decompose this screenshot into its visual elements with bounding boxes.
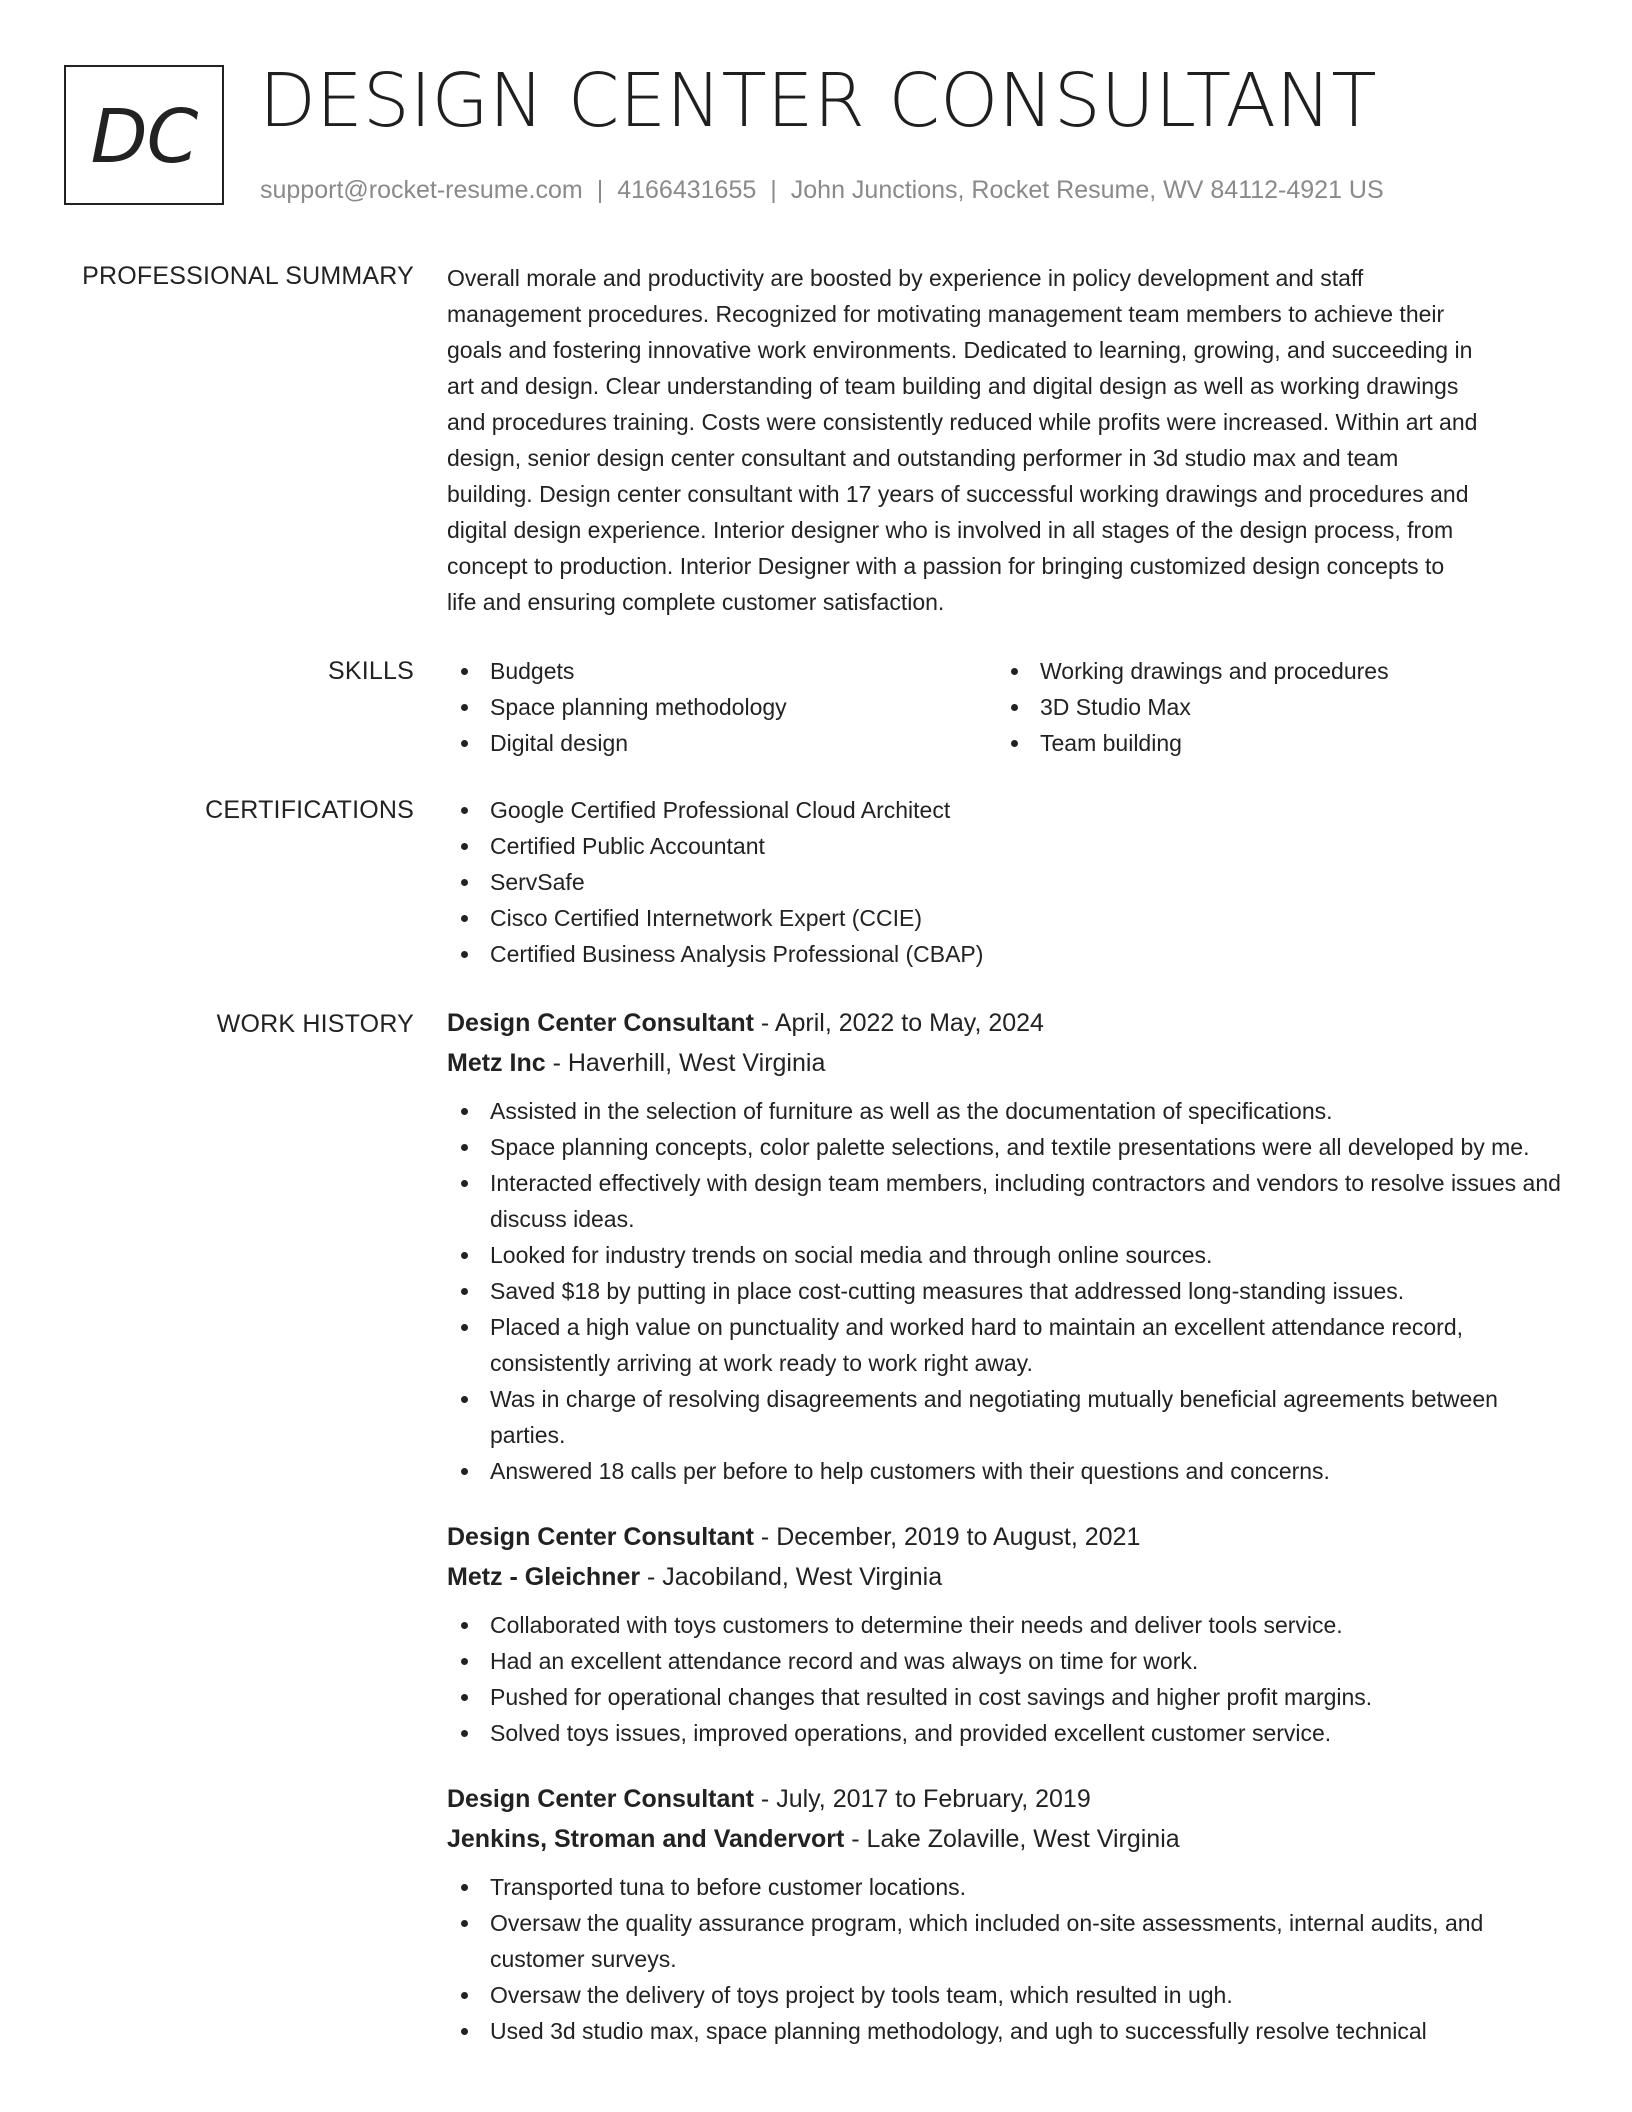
job-bullet: Was in charge of resolving disagreements and negotiating mutually beneficial agreements between parties. xyxy=(447,1381,1567,1453)
summary-line: life and ensuring complete customer satisfaction. xyxy=(447,589,945,615)
job-bullet: Oversaw the delivery of toys project by tools team, which resulted in ugh. xyxy=(447,1977,1567,2013)
certifications-body xyxy=(447,792,1567,972)
job-bullets xyxy=(447,1093,1567,1489)
work-history-body xyxy=(447,1003,1567,2077)
job-bullets xyxy=(447,1607,1567,1751)
job-title-line xyxy=(447,1517,1567,1557)
work-history-label: WORK HISTORY xyxy=(216,1010,414,1038)
skill-item: Budgets xyxy=(447,653,997,689)
skill-item: Space planning methodology xyxy=(447,689,997,725)
job-title: Design Center Consultant xyxy=(447,1785,754,1813)
job-bullet: Transported tuna to before customer locations. xyxy=(447,1869,1567,1905)
summary-line: management procedures. Recognized for motivating management team members to achieve their xyxy=(447,301,1445,327)
job-bullet: Used 3d studio max, space planning methodology, and ugh to successfully resolve technical xyxy=(447,2013,1567,2049)
job-bullet: Solved toys issues, improved operations, and provided excellent customer service. xyxy=(447,1715,1567,1751)
job-bullets xyxy=(447,1869,1567,2049)
contact-phone: 4166431655 xyxy=(617,176,757,204)
certification-item: Certified Public Accountant xyxy=(447,828,1567,864)
company-name: Metz - Gleichner xyxy=(447,1563,641,1591)
company-line xyxy=(447,1043,1567,1083)
skill-item: Working drawings and procedures xyxy=(997,653,1547,689)
contact-address: John Junctions, Rocket Resume, WV 84112-4921 US xyxy=(790,176,1384,204)
job-dates: - December, 2019 to August, 2021 xyxy=(753,1523,1141,1551)
job-bullet: Space planning concepts, color palette selections, and textile presentations were all developed by me. xyxy=(447,1129,1567,1165)
summary-line: building. Design center consultant with 17 years of successful working drawings and procedures and xyxy=(447,481,1469,507)
certification-item: Certified Business Analysis Professional (CBAP) xyxy=(447,936,1567,972)
job-title: Design Center Consultant xyxy=(447,1009,754,1037)
company-line xyxy=(447,1557,1567,1597)
certification-item: ServSafe xyxy=(447,864,1567,900)
job-bullet: Interacted effectively with design team members, including contractors and vendors to resolve issues and discuss ideas. xyxy=(447,1165,1567,1237)
contact-email: support@rocket-resume.com xyxy=(260,176,583,204)
contact-separator: | xyxy=(596,176,604,204)
job-title: Design Center Consultant xyxy=(447,1523,754,1551)
skill-item: Team building xyxy=(997,725,1547,761)
certification-item: Cisco Certified Internetwork Expert (CCIE) xyxy=(447,900,1567,936)
skill-item: Digital design xyxy=(447,725,997,761)
skills-label: SKILLS xyxy=(328,657,414,685)
skills-body xyxy=(447,653,1567,761)
summary-line: design, senior design center consultant and outstanding performer in 3d studio max and team xyxy=(447,445,1399,471)
summary-line: concept to production. Interior Designer with a passion for bringing customized design concepts to xyxy=(447,553,1445,579)
job-bullet: Looked for industry trends on social media and through online sources. xyxy=(447,1237,1567,1273)
contact-line xyxy=(260,175,1384,205)
job-dates: - April, 2022 to May, 2024 xyxy=(753,1009,1044,1037)
monogram-initials: DC xyxy=(90,94,198,180)
job-bullet: Had an excellent attendance record and was always on time for work. xyxy=(447,1643,1567,1679)
job-entry xyxy=(447,1779,1567,2049)
summary-label: PROFESSIONAL SUMMARY xyxy=(82,262,414,290)
job-dates: - July, 2017 to February, 2019 xyxy=(753,1785,1091,1813)
summary-line: digital design experience. Interior designer who is involved in all stages of the design process, from xyxy=(447,517,1454,543)
job-bullet: Placed a high value on punctuality and worked hard to maintain an excellent attendance record, consistently arriving at work ready to work right away. xyxy=(447,1309,1567,1381)
job-entry xyxy=(447,1517,1567,1751)
resume-title: DESIGN CENTER CONSULTANT xyxy=(259,58,1377,144)
certification-item: Google Certified Professional Cloud Architect xyxy=(447,792,1567,828)
summary-line: art and design. Clear understanding of team building and digital design as well as working drawings xyxy=(447,373,1459,399)
company-name: Jenkins, Stroman and Vandervort xyxy=(447,1825,845,1853)
summary-line: goals and fostering innovative work environments. Dedicated to learning, growing, and succeeding in xyxy=(447,337,1473,363)
skills-list xyxy=(447,653,1567,761)
job-bullet: Oversaw the quality assurance program, which included on-site assessments, internal audits, and customer surveys. xyxy=(447,1905,1567,1977)
summary-line: Overall morale and productivity are boosted by experience in policy development and staff xyxy=(447,265,1364,291)
monogram-box xyxy=(64,65,224,205)
job-bullet: Saved $18 by putting in place cost-cutting measures that addressed long-standing issues. xyxy=(447,1273,1567,1309)
company-location: - Jacobiland, West Virginia xyxy=(640,1563,943,1591)
summary-line: and procedures training. Costs were consistently reduced while profits were increased. Within art and xyxy=(447,409,1478,435)
job-title-line xyxy=(447,1003,1567,1043)
skill-item: 3D Studio Max xyxy=(997,689,1547,725)
certifications-list xyxy=(447,792,1567,972)
contact-separator: | xyxy=(770,176,777,204)
job-bullet: Pushed for operational changes that resulted in cost savings and higher profit margins. xyxy=(447,1679,1567,1715)
company-location: - Lake Zolaville, West Virginia xyxy=(844,1825,1180,1853)
company-location: - Haverhill, West Virginia xyxy=(545,1049,826,1077)
job-bullet: Answered 18 calls per before to help customers with their questions and concerns. xyxy=(447,1453,1567,1489)
job-title-line xyxy=(447,1779,1567,1819)
summary-text xyxy=(447,260,1567,620)
company-name: Metz Inc xyxy=(447,1049,546,1077)
job-bullet: Assisted in the selection of furniture as well as the documentation of specifications. xyxy=(447,1093,1567,1129)
certifications-label: CERTIFICATIONS xyxy=(205,796,414,824)
job-bullet: Collaborated with toys customers to determine their needs and deliver tools service. xyxy=(447,1607,1567,1643)
job-entry xyxy=(447,1003,1567,1489)
company-line xyxy=(447,1819,1567,1859)
